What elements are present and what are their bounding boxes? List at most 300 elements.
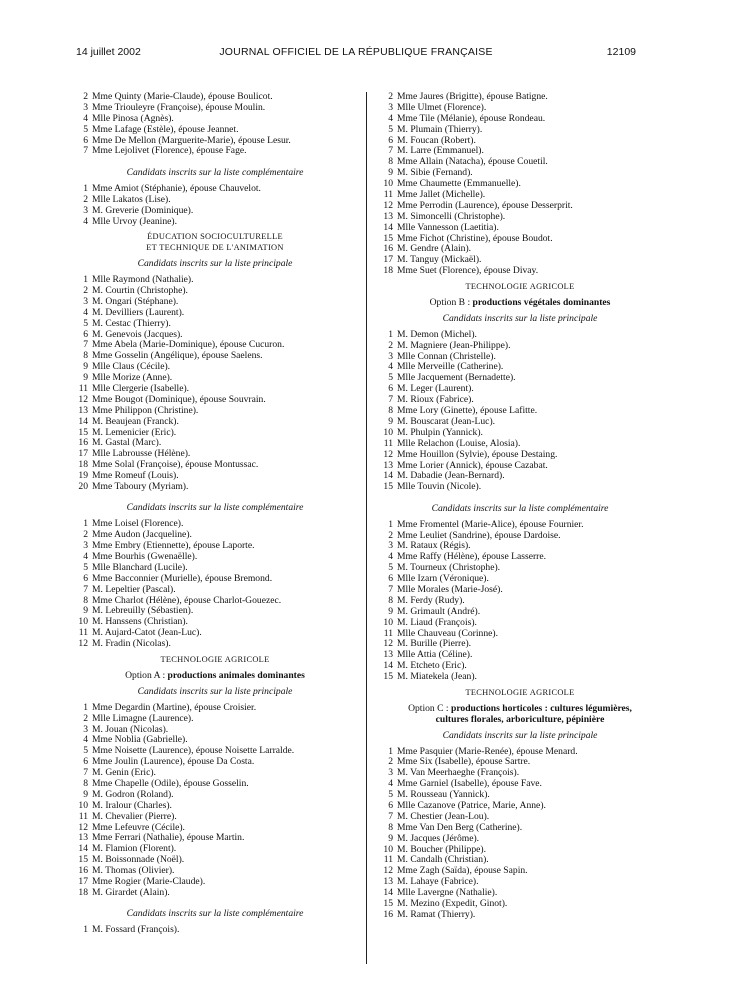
left-section-education-line1: ÉDUCATION SOCIOCULTURELLE — [147, 232, 283, 242]
list-item-number: 8 — [83, 594, 88, 606]
list-item-number: 8 — [388, 821, 393, 833]
list-item-name: Mme Romeuf (Louis). — [92, 470, 179, 482]
list-item-number: 1 — [83, 182, 88, 194]
list-item-name: Mme Raffy (Hélène), épouse Lasserre. — [397, 551, 546, 563]
list-item-number: 13 — [383, 876, 393, 888]
list-item-number: 7 — [83, 767, 88, 779]
list-item-name: Mme Houillon (Sylvie), épouse Destaing. — [397, 448, 558, 460]
list-item-name: Mlle Raymond (Nathalie). — [92, 274, 194, 286]
list-item-name: M. Boissonnade (Noël). — [92, 854, 185, 866]
list-item-number: 12 — [78, 393, 88, 405]
list-item-number: 5 — [388, 562, 393, 574]
list-item-name: M. Gastal (Marc). — [92, 437, 162, 449]
left-heading-principal-2: Candidats inscrits sur la liste principale — [137, 685, 293, 697]
list-item — [381, 125, 659, 136]
right-heading-principal-1: Candidats inscrits sur la liste principale — [442, 312, 598, 324]
list-item-number: 18 — [383, 265, 393, 277]
list-item-number: 6 — [83, 134, 88, 146]
list-item-name: M. Burille (Pierre). — [397, 638, 472, 650]
list-item-number: 8 — [388, 156, 393, 168]
list-item-number: 10 — [78, 799, 88, 811]
list-item-name: M. Mezino (Expedit, Ginot). — [397, 898, 508, 910]
list-item-number: 5 — [388, 789, 393, 801]
list-item-number: 9 — [83, 788, 88, 800]
list-item-name: Mme Allain (Natacha), épouse Couetil. — [397, 156, 548, 168]
list-item-number: 10 — [383, 178, 393, 190]
list-item — [76, 639, 354, 650]
list-item-number: 3 — [83, 295, 88, 307]
list-item — [76, 146, 354, 157]
list-item — [381, 439, 659, 450]
list-item-name: Mme Garniel (Isabelle), épouse Fave. — [397, 778, 542, 790]
list-item-number: 11 — [383, 854, 393, 866]
right-option-b-title: productions végétales dominantes — [472, 297, 611, 309]
list-item-name: M. Simoncelli (Christophe). — [397, 210, 506, 222]
list-item-name: M. Hanssens (Christian). — [92, 616, 188, 628]
list-item — [76, 714, 354, 725]
list-item-number: 12 — [78, 821, 88, 833]
list-item-number: 12 — [383, 199, 393, 211]
list-item-name: Mlle Labrousse (Hélène). — [92, 448, 191, 460]
list-item-name: Mme Zagh (Saïda), épouse Sapin. — [397, 865, 528, 877]
list-item-name: Mme Lafage (Estèle), épouse Jeannet. — [92, 123, 239, 135]
right-list-c — [381, 520, 659, 683]
list-item-name: M. Larre (Emmanuel). — [397, 145, 484, 157]
list-item-number: 15 — [383, 898, 393, 910]
list-item-name: M. Lebreuilly (Sébastien). — [92, 605, 194, 617]
list-item-name: M. Ramat (Thierry). — [397, 908, 476, 920]
list-item-number: 6 — [83, 328, 88, 340]
list-item — [76, 585, 354, 596]
list-item — [381, 910, 659, 921]
right-section-technologie-1: TECHNOLOGIE AGRICOLE — [465, 282, 575, 292]
list-item-name: Mme Ferrari (Nathalie), épouse Martin. — [92, 832, 245, 844]
list-item-name: M. Devilliers (Laurent). — [92, 306, 185, 318]
right-option-c-title-2: cultures florales, arboriculture, pépinière — [435, 713, 605, 725]
list-item-name: Mlle Connan (Christelle). — [397, 350, 496, 362]
list-item-name: Mlle Vannesson (Laetitia). — [397, 221, 499, 233]
list-item — [76, 801, 354, 812]
list-item-number: 16 — [383, 243, 393, 255]
list-item-name: Mme Rogier (Marie-Claude). — [92, 875, 206, 887]
list-item-name: Mme Amiot (Stéphanie), épouse Chauvelot. — [92, 182, 261, 194]
list-item-name: Mme Solal (Françoise), épouse Montussac. — [92, 459, 259, 471]
list-item-number: 16 — [78, 437, 88, 449]
list-item-name: M. Genin (Eric). — [92, 767, 156, 779]
list-item-number: 11 — [383, 437, 393, 449]
list-item-number: 2 — [388, 91, 393, 102]
list-item-number: 6 — [388, 800, 393, 812]
column-divider — [366, 92, 367, 964]
list-item — [381, 672, 659, 683]
list-item-name: Mlle Cazanove (Patrice, Marie, Anne). — [397, 800, 546, 812]
list-item-name: Mlle Izarn (Véronique). — [397, 573, 489, 585]
list-item — [381, 450, 659, 461]
right-option-b — [381, 298, 659, 309]
list-item-number: 2 — [83, 529, 88, 541]
list-item-number: 3 — [388, 350, 393, 362]
list-item-name: M. Foucan (Robert). — [397, 134, 476, 146]
list-item — [381, 223, 659, 234]
list-item-name: Mme Quinty (Marie-Claude), épouse Boulicot. — [92, 91, 273, 102]
list-item — [381, 834, 659, 845]
list-item-name: M. Boucher (Philippe). — [397, 843, 486, 855]
list-item-number: 13 — [78, 404, 88, 416]
list-item — [76, 308, 354, 319]
list-item-name: M. Lepeltier (Pascal). — [92, 583, 176, 595]
list-item-number: 3 — [83, 204, 88, 216]
list-item-number: 15 — [78, 426, 88, 438]
list-item-name: M. Phulpin (Yannick). — [397, 426, 483, 438]
list-item — [381, 341, 659, 352]
right-heading-principal-2: Candidats inscrits sur la liste principale — [442, 729, 598, 741]
list-item-number: 4 — [83, 306, 88, 318]
journal-title: JOURNAL OFFICIEL DE LA RÉPUBLIQUE FRANÇAISE — [219, 46, 493, 58]
list-item — [76, 703, 354, 714]
list-item-number: 18 — [78, 459, 88, 471]
list-item-name: Mlle Touvin (Nicole). — [397, 481, 482, 493]
right-option-c-prefix: Option C : — [408, 702, 451, 714]
left-list-e — [76, 703, 354, 899]
list-item — [76, 417, 354, 428]
list-item-name: Mlle Lavergne (Nathalie). — [397, 887, 498, 899]
list-item-number: 10 — [78, 616, 88, 628]
list-item-number: 11 — [78, 810, 88, 822]
list-item-number: 12 — [78, 638, 88, 650]
list-item-number: 13 — [383, 649, 393, 661]
list-item-name: Mme De Mellon (Marguerite-Marie), épouse Lesur. — [92, 134, 291, 146]
list-item-name: M. Courtin (Christophe). — [92, 284, 188, 296]
list-item-name: Mlle Pinosa (Agnès). — [92, 112, 174, 124]
list-item-number: 6 — [388, 134, 393, 146]
list-item-number: 5 — [83, 561, 88, 573]
list-item-number: 3 — [83, 540, 88, 552]
list-item — [76, 482, 354, 493]
list-item-name: Mme Joulin (Laurence), épouse Da Costa. — [92, 756, 255, 768]
list-item-name: Mme Fichot (Christine), épouse Boudot. — [397, 232, 553, 244]
list-item-name: M. Gendre (Alain). — [397, 243, 472, 255]
list-item-name: Mlle Claus (Cécile). — [92, 361, 171, 373]
list-item-name: Mme Gosselin (Angélique), épouse Saelens. — [92, 350, 263, 362]
list-item-name: M. Bouscarat (Jean-Luc). — [397, 415, 496, 427]
list-item-number: 19 — [78, 470, 88, 482]
list-item-number: 7 — [83, 583, 88, 595]
list-item-name: M. Aujard-Catot (Jean-Luc). — [92, 627, 202, 639]
list-item-name: M. Chevalier (Pierre). — [92, 810, 177, 822]
list-item-name: Mlle Merveille (Catherine). — [397, 361, 504, 373]
right-option-c-title-1: productions horticoles : cultures légumières, — [450, 702, 632, 714]
list-item-number: 13 — [383, 459, 393, 471]
list-item-number: 10 — [383, 426, 393, 438]
list-item-name: M. Grimault (André). — [397, 605, 481, 617]
left-list-a — [76, 92, 354, 157]
list-item — [76, 812, 354, 823]
list-item-number: 3 — [388, 540, 393, 552]
list-item-number: 1 — [388, 518, 393, 530]
list-item — [381, 618, 659, 629]
list-item-number: 14 — [383, 887, 393, 899]
list-item — [76, 206, 354, 217]
list-item-number: 8 — [388, 594, 393, 606]
list-item-name: Mme Bourhis (Gwenaëlle). — [92, 551, 198, 563]
list-item — [76, 125, 354, 136]
list-item-name: M. Flamion (Florent). — [92, 843, 177, 855]
left-section-technologie: TECHNOLOGIE AGRICOLE — [160, 655, 270, 665]
list-item-name: Mme Charlot (Hélène), épouse Charlot-Gouezec. — [92, 594, 282, 606]
list-item-number: 5 — [83, 745, 88, 757]
list-item-number: 9 — [388, 415, 393, 427]
list-item-number: 2 — [83, 193, 88, 205]
list-item-name: Mme Lory (Ginette), épouse Lafitte. — [397, 405, 538, 417]
list-item-number: 9 — [83, 372, 88, 384]
list-item-number: 14 — [383, 470, 393, 482]
list-item-name: M. Jouan (Nicolas). — [92, 723, 169, 735]
list-item-number: 2 — [388, 756, 393, 768]
list-item-name: Mme Philippon (Christine). — [92, 404, 199, 416]
list-item-number: 3 — [83, 723, 88, 735]
list-item-number: 10 — [383, 616, 393, 628]
list-item-number: 17 — [78, 875, 88, 887]
left-section-education-line2: ET TECHNIQUE DE L'ANIMATION — [146, 243, 284, 253]
list-item-number: 7 — [388, 145, 393, 157]
left-heading-principal-1: Candidats inscrits sur la liste principale — [137, 258, 293, 270]
list-item-name: Mme Chaumette (Emmanuelle). — [397, 178, 521, 190]
left-list-d — [76, 519, 354, 650]
list-item-name: M. Plumain (Thierry). — [397, 123, 483, 135]
list-item-name: M. Rataux (Régis). — [397, 540, 471, 552]
list-item-name: Mlle Blanchard (Lucile). — [92, 561, 188, 573]
right-list-a — [381, 92, 659, 277]
list-item-name: M. Leger (Laurent). — [397, 383, 474, 395]
list-item — [76, 319, 354, 330]
list-item-name: M. Ongari (Stéphane). — [92, 295, 179, 307]
list-item-name: M. Fradin (Nicolas). — [92, 638, 171, 650]
list-item-number: 11 — [78, 382, 88, 394]
list-item-name: Mme Jaures (Brigitte), épouse Batigne. — [397, 91, 548, 102]
list-item-name: M. Van Meerhaeghe (François). — [397, 767, 520, 779]
list-item-name: Mlle Ulmet (Florence). — [397, 101, 487, 113]
list-item-number: 4 — [83, 112, 88, 124]
list-item-name: M. Dabadie (Jean-Bernard). — [397, 470, 505, 482]
list-item-number: 7 — [388, 810, 393, 822]
list-item — [381, 266, 659, 277]
list-item-number: 2 — [83, 284, 88, 296]
list-item-number: 9 — [83, 361, 88, 373]
list-item-name: M. Magniere (Jean-Philippe). — [397, 339, 511, 351]
list-item-number: 1 — [388, 745, 393, 757]
list-item-number: 16 — [383, 908, 393, 920]
list-item-number: 7 — [388, 394, 393, 406]
list-item-number: 12 — [383, 448, 393, 460]
list-item-number: 2 — [83, 91, 88, 102]
list-item — [381, 520, 659, 531]
right-heading-complementary-1: Candidats inscrits sur la liste complémentaire — [431, 502, 609, 514]
list-item-number: 15 — [383, 232, 393, 244]
list-item-number: 14 — [383, 660, 393, 672]
list-item-number: 9 — [388, 605, 393, 617]
list-item-number: 9 — [83, 605, 88, 617]
list-item-name: M. Greverie (Dominique). — [92, 204, 194, 216]
list-item-number: 14 — [78, 843, 88, 855]
list-item-name: Mme Taboury (Myriam). — [92, 480, 189, 492]
list-item-number: 2 — [83, 712, 88, 724]
list-item-number: 4 — [388, 112, 393, 124]
list-item-number: 1 — [83, 701, 88, 713]
list-item-number: 2 — [388, 529, 393, 541]
list-item-number: 18 — [78, 886, 88, 898]
list-item-name: M. Godron (Roland). — [92, 788, 174, 800]
list-item-name: M. Demon (Michel). — [397, 328, 477, 340]
list-item-name: Mme Lorier (Annick), épouse Cazabat. — [397, 459, 548, 471]
list-item-number: 5 — [83, 123, 88, 135]
list-item-number: 7 — [83, 145, 88, 157]
list-item-name: Mme Tile (Mélanie), épouse Rondeau. — [397, 112, 546, 124]
header-date: 14 juillet 2002 — [76, 46, 141, 58]
list-item-name: Mlle Chauveau (Corinne). — [397, 627, 498, 639]
list-item-name: M. Candalh (Christian). — [397, 854, 489, 866]
list-item-name: Mlle Limagne (Laurence). — [92, 712, 194, 724]
list-item-name: M. Genevois (Jacques). — [92, 328, 183, 340]
list-item-name: Mme Noblia (Gabrielle). — [92, 734, 188, 746]
list-item-number: 16 — [78, 865, 88, 877]
list-item-name: Mme Pasquier (Marie-Renée), épouse Menard. — [397, 745, 578, 757]
list-item-name: M. Beaujean (Franck). — [92, 415, 179, 427]
list-item-name: Mme Embry (Etiennette), épouse Laporte. — [92, 540, 255, 552]
list-item-name: M. Rioux (Fabrice). — [397, 394, 474, 406]
list-item-name: Mme Perrodin (Laurence), épouse Desserprit. — [397, 199, 573, 211]
list-item-name: Mme Lejolivet (Florence), épouse Fage. — [92, 145, 247, 157]
list-item-name: M. Liaud (François). — [397, 616, 477, 628]
list-item-number: 14 — [383, 221, 393, 233]
list-item-number: 4 — [83, 215, 88, 227]
list-item-name: M. Iralour (Charles). — [92, 799, 172, 811]
list-item-number: 3 — [388, 767, 393, 779]
list-item-name: Mlle Lakatos (Lise). — [92, 193, 171, 205]
list-item — [76, 888, 354, 899]
list-item — [76, 406, 354, 417]
list-item-number: 6 — [388, 573, 393, 585]
list-item-name: M. Rousseau (Yannick). — [397, 789, 490, 801]
list-item-number: 17 — [383, 254, 393, 266]
list-item-number: 4 — [388, 361, 393, 373]
list-item-name: Mlle Morales (Marie-José). — [397, 584, 503, 595]
right-list-b — [381, 330, 659, 493]
list-item-name: Mme Noisette (Laurence), épouse Noisette Larralde. — [92, 745, 295, 757]
left-heading-complementary-2: Candidats inscrits sur la liste complémentaire — [126, 502, 304, 514]
left-option-a-prefix: Option A : — [125, 669, 168, 681]
list-item-name: Mlle Morize (Anne). — [92, 372, 173, 384]
left-option-a-title: productions animales dominantes — [167, 669, 305, 681]
list-item-number: 8 — [83, 777, 88, 789]
list-item-number: 1 — [83, 518, 88, 530]
list-item-name: M. Tanguy (Mickaël). — [397, 254, 482, 266]
list-item-number: 10 — [383, 843, 393, 855]
list-item-number: 15 — [383, 481, 393, 493]
left-column — [76, 92, 354, 936]
list-item-name: Mme Bacconnier (Murielle), épouse Bremond. — [92, 572, 273, 584]
list-item-number: 8 — [388, 405, 393, 417]
list-item-number: 7 — [83, 339, 88, 351]
left-list-b — [76, 184, 354, 228]
list-item-name: Mme Chapelle (Odile), épouse Gosselin. — [92, 777, 249, 789]
list-item-name: M. Fossard (François). — [92, 924, 180, 936]
list-item-name: Mlle Relachon (Louise, Alosia). — [397, 437, 521, 449]
list-item-name: M. Girardet (Alain). — [92, 886, 170, 898]
list-item — [76, 195, 354, 206]
list-item-number: 1 — [388, 328, 393, 340]
left-heading-complementary-3: Candidats inscrits sur la liste complémentaire — [126, 908, 304, 920]
list-item-number: 17 — [78, 448, 88, 460]
list-item-number: 11 — [383, 189, 393, 201]
list-item-name: Mme Lefeuvre (Cécile). — [92, 821, 185, 833]
list-item-number: 4 — [83, 734, 88, 746]
list-item-number: 6 — [83, 572, 88, 584]
list-item-number: 11 — [78, 627, 88, 639]
list-item — [381, 482, 659, 493]
list-item-name: M. Cestac (Thierry). — [92, 317, 171, 329]
page-header — [76, 46, 636, 60]
list-item-name: M. Miatekela (Jean). — [397, 671, 477, 683]
list-item-number: 15 — [383, 671, 393, 683]
right-column — [381, 92, 659, 921]
list-item-name: Mme Abela (Marie-Dominique), épouse Cucuron. — [92, 339, 285, 351]
list-item-name: Mme Jallet (Michelle). — [397, 189, 486, 201]
list-item-number: 12 — [383, 865, 393, 877]
list-item-number: 2 — [388, 339, 393, 351]
list-item-name: Mme Leuliet (Sandrine), épouse Dardoise. — [397, 529, 561, 541]
list-item-name: Mlle Urvoy (Jeanine). — [92, 215, 177, 227]
left-list-f — [76, 925, 354, 936]
list-item-name: Mme Bougot (Dominique), épouse Souvrain. — [92, 393, 266, 405]
list-item-number: 3 — [83, 101, 88, 113]
list-item-number: 1 — [83, 274, 88, 286]
list-item-name: Mme Suet (Florence), épouse Divay. — [397, 265, 539, 277]
list-item-name: M. Sibie (Fernand). — [397, 167, 473, 179]
list-item-number: 4 — [83, 551, 88, 563]
page-number: 12109 — [606, 46, 636, 58]
list-item-name: M. Chestier (Jean-Lou). — [397, 810, 490, 822]
list-item-name: M. Thomas (Olivier). — [92, 865, 175, 877]
list-item-name: M. Lahaye (Fabrice). — [397, 876, 479, 888]
list-item-name: Mlle Clergerie (Isabelle). — [92, 382, 190, 394]
list-item-number: 7 — [388, 584, 393, 595]
list-item-number: 13 — [383, 210, 393, 222]
right-list-d — [381, 747, 659, 921]
list-item-number: 14 — [78, 415, 88, 427]
list-item-name: Mlle Attia (Céline). — [397, 649, 473, 661]
list-item-name: M. Etcheto (Eric). — [397, 660, 467, 672]
list-item-name: M. Lemenicier (Eric). — [92, 426, 177, 438]
list-item-name: Mme Fromentel (Marie-Alice), épouse Fournier. — [397, 518, 584, 530]
list-item-number: 3 — [388, 101, 393, 113]
list-item-name: Mme Audon (Jacqueline). — [92, 529, 192, 541]
list-item-number: 8 — [83, 350, 88, 362]
list-item-number: 11 — [383, 627, 393, 639]
list-item-number: 6 — [83, 756, 88, 768]
right-section-technologie-2: TECHNOLOGIE AGRICOLE — [465, 688, 575, 698]
list-item-number: 20 — [78, 480, 88, 492]
list-item-name: M. Ferdy (Rudy). — [397, 594, 465, 606]
left-list-c — [76, 275, 354, 493]
list-item-number: 5 — [388, 372, 393, 384]
list-item-name: M. Jacques (Jérôme). — [397, 832, 480, 844]
right-option-b-prefix: Option B : — [429, 297, 473, 309]
left-heading-complementary-1: Candidats inscrits sur la liste complémentaire — [126, 166, 304, 178]
list-item-name: Mlle Jacquement (Bernadette). — [397, 372, 516, 384]
list-item-number: 9 — [388, 167, 393, 179]
list-item-number: 6 — [388, 383, 393, 395]
list-item-name: M. Tourneux (Christophe). — [397, 562, 501, 574]
